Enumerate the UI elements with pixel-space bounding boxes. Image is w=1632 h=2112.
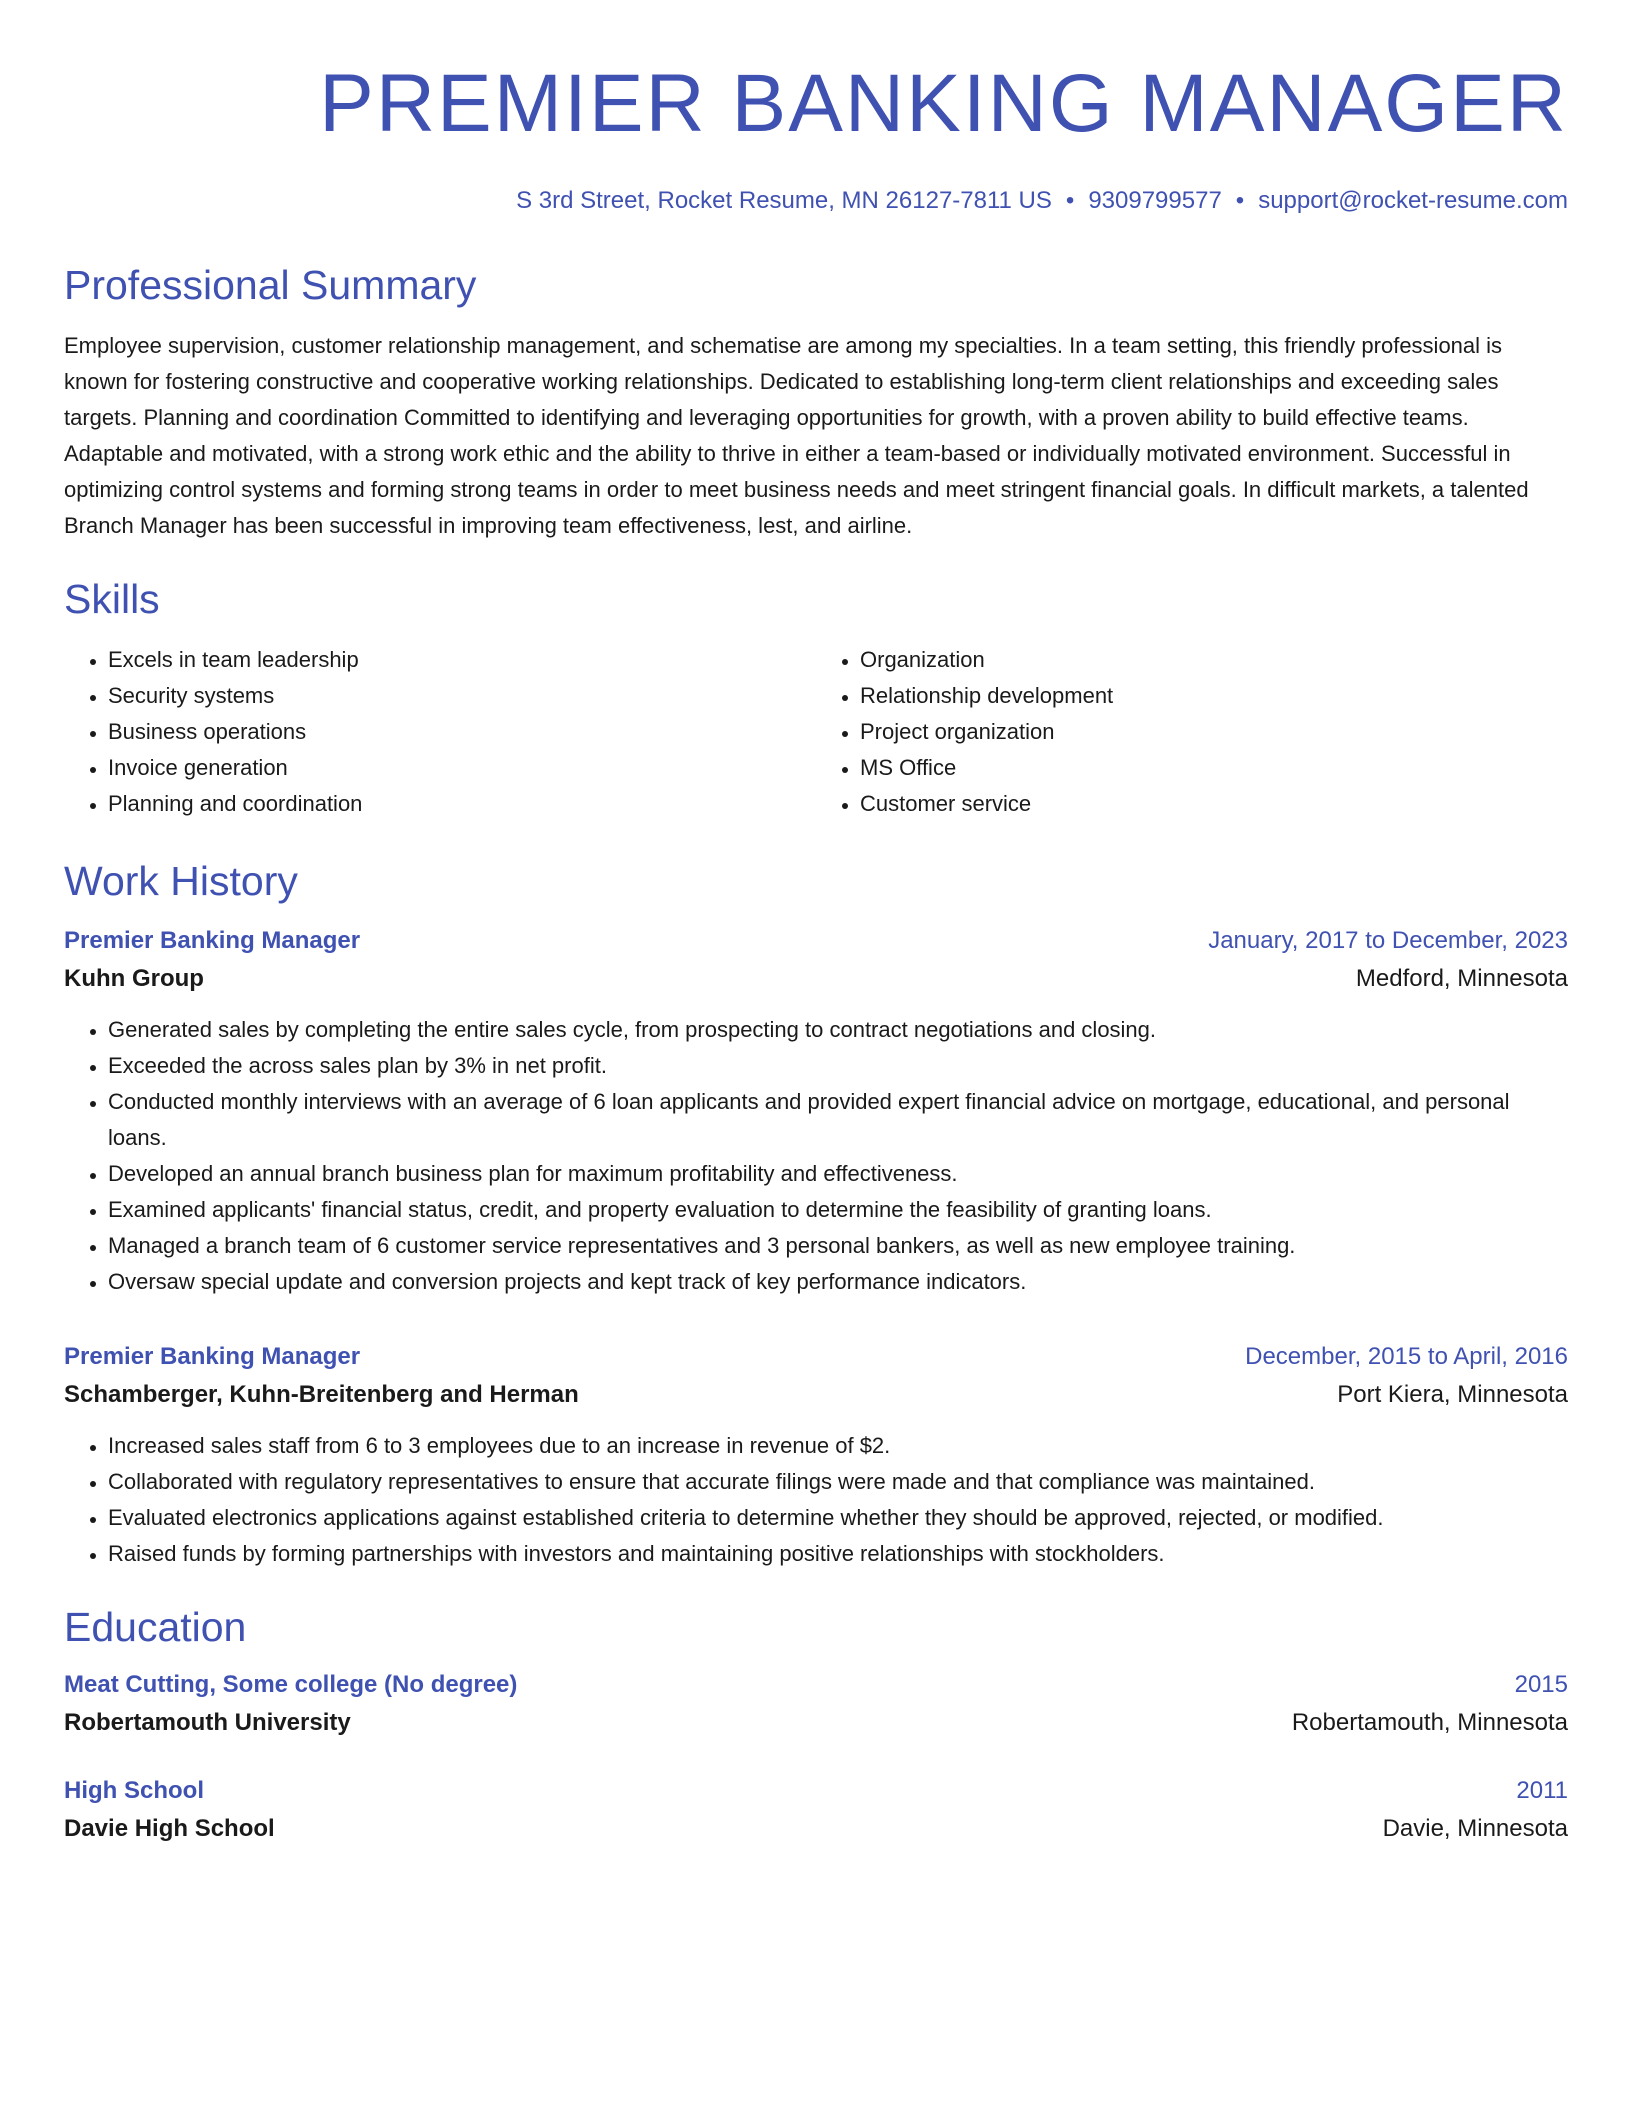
candidate-name: PREMIER BANKING MANAGER <box>319 58 1568 149</box>
job-title: Premier Banking Manager <box>64 927 361 954</box>
skill-item: • Relationship development <box>860 678 1568 714</box>
education-section <box>64 1602 1568 1848</box>
job-bullet: • Oversaw special update and conversion projects and kept track of key performance indicators. <box>108 1264 1568 1300</box>
contact-separator: • <box>1235 187 1245 214</box>
job-title: Premier Banking Manager <box>64 1343 361 1370</box>
education-degree: Meat Cutting, Some college (No degree) <box>64 1671 518 1698</box>
skill-item: • Planning and coordination <box>108 786 816 822</box>
contact-email[interactable]: support@rocket-resume.com <box>1258 187 1568 214</box>
job-bullet: • Raised funds by forming partnerships with investors and maintaining positive relationships with stockholders. <box>108 1536 1568 1572</box>
job-bullet: • Evaluated electronics applications against established criteria to determine whether they should be approved, rejected, or modified. <box>108 1500 1568 1536</box>
job-dates: January, 2017 to December, 2023 <box>1208 927 1568 954</box>
skill-item: • MS Office <box>860 750 1568 786</box>
summary-heading: Professional Summary <box>64 262 477 308</box>
education-header-row <box>64 1666 1568 1704</box>
job-location: Medford, Minnesota <box>1355 965 1568 992</box>
education-heading: Education <box>64 1604 247 1650</box>
job-bullet: • Increased sales staff from 6 to 3 employees due to an increase in revenue of $2. <box>108 1428 1568 1464</box>
skill-item: • Invoice generation <box>108 750 816 786</box>
job-company: Kuhn Group <box>64 965 204 992</box>
job-bullet: • Managed a branch team of 6 customer service representatives and 3 personal bankers, as well as new employee training. <box>108 1228 1568 1264</box>
job-header-row <box>64 1338 1568 1376</box>
education-year: 2011 <box>1516 1777 1568 1804</box>
summary-text: Employee supervision, customer relationship management, and schematise are among my specialties. In a team setting, this friendly professional is known for fostering constructive and cooperative working relationships. Dedicated to establishing long-term client relationships and exceeding sales targets. Planning and coordination Committed to identifying and leveraging opportunities for growth, with a proven ability to build effective teams. Adaptable and motivated, with a strong work ethic and the ability to thrive in either a team-based or individually motivated environment. Successful in optimizing control systems and forming strong teams in order to meet business needs and meet stringent financial goals. In difficult markets, a talented Branch Manager has been successful in improving team effectiveness, lest, and airline. <box>64 333 1529 538</box>
education-location: Davie, Minnesota <box>1382 1815 1568 1842</box>
job-bullet: • Exceeded the across sales plan by 3% in net profit. <box>108 1048 1568 1084</box>
skills-columns <box>64 642 1568 822</box>
summary-section <box>64 260 1568 544</box>
skills-heading: Skills <box>64 576 160 622</box>
work-history-section <box>64 856 1568 1572</box>
skill-item: • Security systems <box>108 678 816 714</box>
education-header-row <box>64 1772 1568 1810</box>
contact-separator: • <box>1065 187 1075 214</box>
resume-header <box>64 0 1568 216</box>
education-school-row <box>64 1704 1568 1742</box>
skill-item: • Excels in team leadership <box>108 642 816 678</box>
skills-list-right <box>816 642 1568 822</box>
education-school-row <box>64 1810 1568 1848</box>
job-bullet: • Collaborated with regulatory representatives to ensure that accurate filings were made and that compliance was maintained. <box>108 1464 1568 1500</box>
education-school: Davie High School <box>64 1815 275 1842</box>
education-entry <box>64 1772 1568 1848</box>
job-company: Schamberger, Kuhn-Breitenberg and Herman <box>64 1381 579 1408</box>
job-header-row <box>64 922 1568 960</box>
job-bullets <box>64 1428 1568 1572</box>
job-entry <box>64 922 1568 1300</box>
skill-item: • Organization <box>860 642 1568 678</box>
skills-section <box>64 574 1568 822</box>
education-entry <box>64 1666 1568 1742</box>
contact-address: S 3rd Street, Rocket Resume, MN 26127-7811 US <box>516 187 1052 214</box>
skill-item: • Business operations <box>108 714 816 750</box>
job-entry <box>64 1338 1568 1572</box>
job-bullets <box>64 1012 1568 1300</box>
job-bullet: • Developed an annual branch business plan for maximum profitability and effectiveness. <box>108 1156 1568 1192</box>
skill-item: • Customer service <box>860 786 1568 822</box>
skills-list-left <box>64 642 816 822</box>
education-school: Robertamouth University <box>64 1709 351 1736</box>
job-dates: December, 2015 to April, 2016 <box>1245 1343 1568 1370</box>
work-history-heading: Work History <box>64 858 298 904</box>
job-bullet: • Generated sales by completing the entire sales cycle, from prospecting to contract negotiations and closing. <box>108 1012 1568 1048</box>
job-bullet: • Conducted monthly interviews with an average of 6 loan applicants and provided expert financial advice on mortgage, educational, and personal loans. <box>108 1084 1568 1156</box>
contact-line <box>64 186 1568 216</box>
skill-item: • Project organization <box>860 714 1568 750</box>
contact-phone: 9309799577 <box>1088 187 1222 214</box>
job-company-row <box>64 1376 1568 1414</box>
education-year: 2015 <box>1514 1671 1568 1698</box>
job-company-row <box>64 960 1568 998</box>
job-bullet: • Examined applicants' financial status, credit, and property evaluation to determine the feasibility of granting loans. <box>108 1192 1568 1228</box>
education-degree: High School <box>64 1777 204 1804</box>
education-location: Robertamouth, Minnesota <box>1291 1709 1568 1736</box>
job-location: Port Kiera, Minnesota <box>1337 1381 1568 1408</box>
